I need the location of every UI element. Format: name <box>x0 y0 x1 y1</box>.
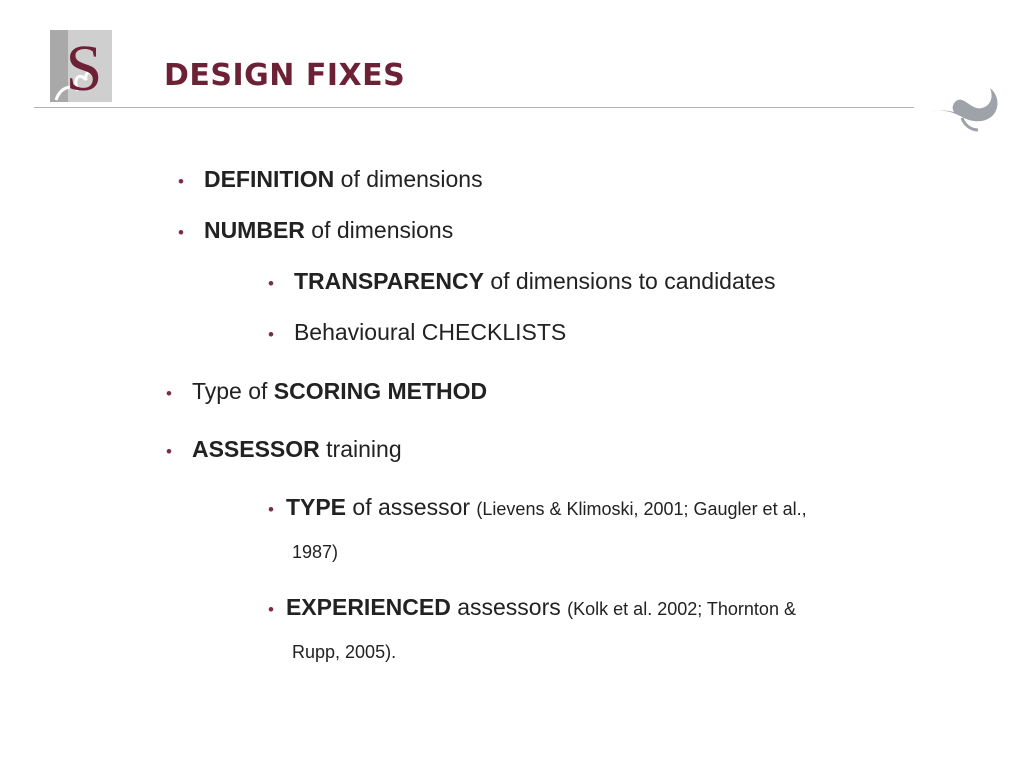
bullet-text: Behavioural CHECKLISTS <box>293 319 567 345</box>
citation-continued: Rupp, 2005). <box>292 642 397 662</box>
bullet-transparency <box>268 268 775 295</box>
bullet-bold: TYPE <box>285 494 347 520</box>
bullet-checklists <box>268 319 566 346</box>
bullet-bold: DEFINITION <box>203 166 335 192</box>
bullet-assessor-type <box>268 494 807 521</box>
citation: (Lievens & Klimoski, 2001; Gaugler et al., <box>476 499 807 519</box>
bullet-text: of dimensions <box>334 166 483 192</box>
bullet-scoring-method <box>166 378 487 405</box>
citation: (Kolk et al. 2002; Thornton & <box>567 599 796 619</box>
university-crest-logo <box>50 30 112 102</box>
bullet-marker: • <box>178 172 184 191</box>
bullet-bold: ASSESSOR <box>191 436 320 462</box>
bullet-text: Type of <box>191 378 274 404</box>
bullet-number <box>178 217 453 244</box>
bullet-text: of dimensions to candidates <box>483 268 776 294</box>
citation-continued: 1987) <box>292 542 339 562</box>
title-divider <box>34 107 914 108</box>
bullet-bold: EXPERIENCED <box>285 594 451 620</box>
bullet-bold: SCORING METHOD <box>273 378 488 404</box>
bullet-marker: • <box>166 442 172 461</box>
bullet-text: training <box>319 436 402 462</box>
bullet-marker: • <box>268 274 274 293</box>
bullet-marker: • <box>268 325 274 344</box>
bullet-experienced-assessors <box>268 594 796 621</box>
bullet-text: of assessor <box>346 494 477 520</box>
silver-leaf-icon <box>928 84 1002 134</box>
bullet-text: of dimensions <box>304 217 454 243</box>
bullet-marker: • <box>166 384 172 403</box>
bullet-text: assessors <box>450 594 568 620</box>
bullet-marker: • <box>268 600 274 619</box>
bullet-bold: NUMBER <box>203 217 305 243</box>
slide-title: DESIGN FIXES <box>164 58 406 93</box>
bullet-assessor-training <box>166 436 402 463</box>
bullet-marker: • <box>178 223 184 242</box>
bullet-marker: • <box>268 500 274 519</box>
logo-letter: S <box>65 32 103 102</box>
bullet-bold: TRANSPARENCY <box>293 268 484 294</box>
bullet-definition <box>178 166 483 193</box>
